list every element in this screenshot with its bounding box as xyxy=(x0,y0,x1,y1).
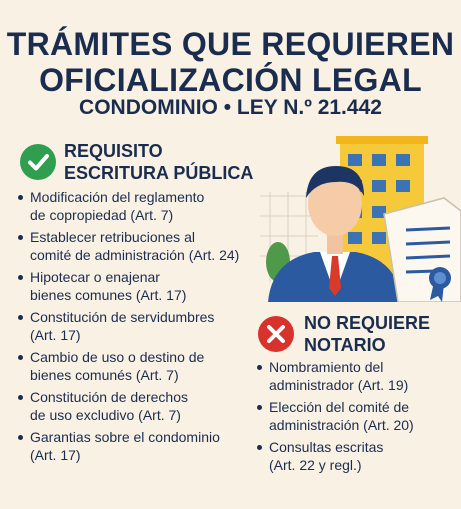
requires-heading-line-1: REQUISITO xyxy=(64,141,163,161)
item-line: Constitución de derechos xyxy=(30,389,188,405)
item-line: Modificación del reglamento xyxy=(30,189,205,205)
page-title xyxy=(0,26,461,98)
item-line: Constitución de servidumbres xyxy=(30,309,215,325)
list-item xyxy=(18,388,263,424)
item-line: bienes comunes (Art. 17) xyxy=(30,287,187,303)
title-line-1: TRÁMITES QUE REQUIEREN xyxy=(6,26,455,62)
not-required-heading-line-1: NO REQUIERE xyxy=(304,313,431,333)
list-item xyxy=(257,438,457,474)
item-line: Elección del comité de xyxy=(269,399,410,415)
item-line: de uso excludivo (Art. 7) xyxy=(30,407,181,423)
list-item xyxy=(18,308,263,344)
not-required-heading-line-2: NOTARIO xyxy=(304,335,386,355)
item-line: Cambio de uso o destino de xyxy=(30,349,205,365)
item-line: de copropiedad (Art. 7) xyxy=(30,207,174,223)
item-line: bienes comunés (Art. 7) xyxy=(30,367,179,383)
item-line: comité de administración (Art. 24) xyxy=(30,247,240,263)
list-item xyxy=(18,228,263,264)
list-item xyxy=(18,188,263,224)
certificate-document-icon xyxy=(384,198,461,302)
item-line: (Art. 17) xyxy=(30,327,81,343)
x-circle-icon xyxy=(258,316,294,352)
item-line: Garantias sobre el condominio xyxy=(30,429,220,445)
check-circle-icon xyxy=(20,144,56,180)
item-line: administración (Art. 20) xyxy=(269,417,414,433)
list-item xyxy=(18,428,263,464)
illustration xyxy=(258,132,461,302)
not-required-list xyxy=(257,358,457,478)
item-line: (Art. 17) xyxy=(30,447,81,463)
item-line: administrador (Art. 19) xyxy=(269,377,409,393)
requires-heading xyxy=(64,140,253,184)
title-line-2: OFICIALIZACIÓN LEGAL xyxy=(39,62,422,98)
list-item xyxy=(18,348,263,384)
list-item xyxy=(257,398,457,434)
not-required-heading xyxy=(304,312,430,356)
item-line: (Art. 22 y regl.) xyxy=(269,457,362,473)
list-item xyxy=(257,358,457,394)
item-line: Establecer retribuciones al xyxy=(30,229,195,245)
page-subtitle: CONDOMINIO • LEY N.º 21.442 xyxy=(79,96,382,119)
requires-heading-line-2: ESCRITURA PÚBLICA xyxy=(64,163,254,183)
list-item xyxy=(18,268,263,304)
item-line: Nombramiento del xyxy=(269,359,384,375)
item-line: Consultas escritas xyxy=(269,439,384,455)
item-line: Hipotecar o enajenar xyxy=(30,269,160,285)
requires-list xyxy=(18,188,263,468)
